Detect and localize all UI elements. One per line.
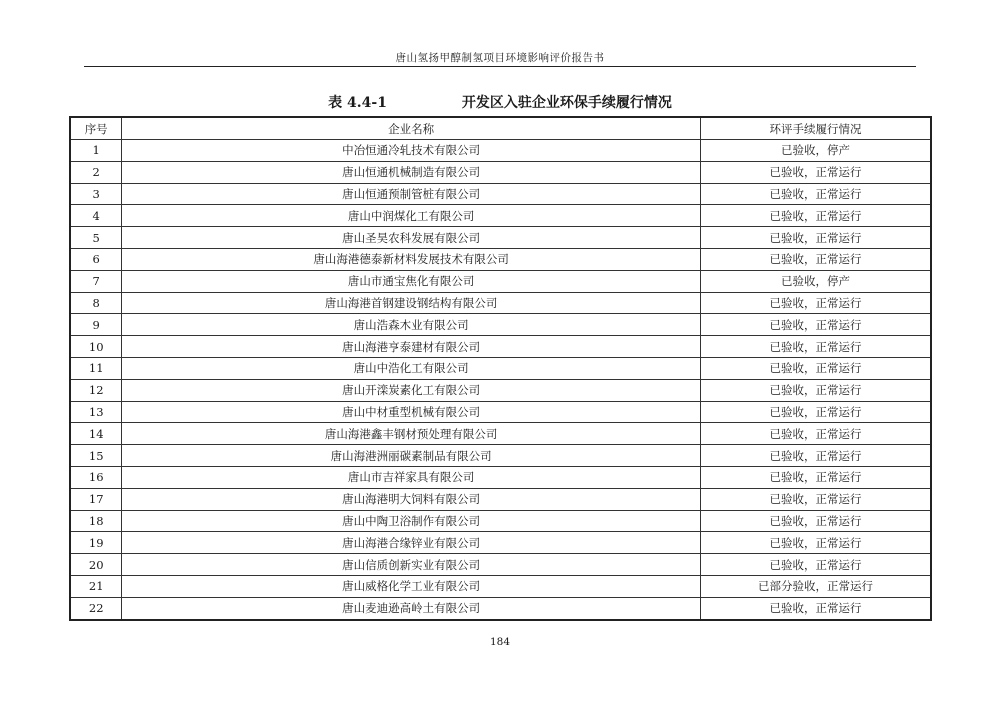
table-caption xyxy=(0,92,1000,112)
row-index-cell: 15 xyxy=(70,445,122,467)
company-name-cell: 唐山中浩化工有限公司 xyxy=(122,357,701,379)
table-row xyxy=(70,336,931,358)
company-name-cell: 唐山海港首钢建设钢结构有限公司 xyxy=(122,292,701,314)
status-cell: 已验收，正常运行 xyxy=(700,532,931,554)
table-row xyxy=(70,445,931,467)
row-index-cell: 18 xyxy=(70,510,122,532)
table-row xyxy=(70,183,931,205)
status-cell: 已验收，正常运行 xyxy=(700,488,931,510)
header-rule xyxy=(84,66,916,67)
table-row xyxy=(70,357,931,379)
company-name-cell: 唐山中材重型机械有限公司 xyxy=(122,401,701,423)
table-row xyxy=(70,532,931,554)
status-cell: 已验收，正常运行 xyxy=(700,248,931,270)
row-index-cell: 16 xyxy=(70,466,122,488)
status-cell: 已验收，正常运行 xyxy=(700,357,931,379)
table-row xyxy=(70,423,931,445)
row-index-cell: 7 xyxy=(70,270,122,292)
company-name-cell: 唐山麦迪逊高岭土有限公司 xyxy=(122,597,701,619)
row-index-cell: 5 xyxy=(70,227,122,249)
status-cell: 已验收，停产 xyxy=(700,140,931,162)
column-header-index: 序号 xyxy=(70,117,122,140)
table-row xyxy=(70,575,931,597)
table-row xyxy=(70,140,931,162)
table-row xyxy=(70,466,931,488)
company-name-cell: 唐山海港明大饲料有限公司 xyxy=(122,488,701,510)
status-cell: 已验收，正常运行 xyxy=(700,554,931,576)
page-number: 184 xyxy=(489,636,511,648)
table-body xyxy=(70,140,931,620)
table-title: 开发区入驻企业环保手续履行情况 xyxy=(461,95,672,111)
company-name-cell: 唐山海港洲丽碳素制品有限公司 xyxy=(122,445,701,467)
table-row xyxy=(70,314,931,336)
company-name-cell: 唐山信质创新实业有限公司 xyxy=(122,554,701,576)
row-index-cell: 6 xyxy=(70,248,122,270)
status-cell: 已验收，正常运行 xyxy=(700,183,931,205)
company-name-cell: 唐山恒通机械制造有限公司 xyxy=(122,161,701,183)
row-index-cell: 22 xyxy=(70,597,122,619)
row-index-cell: 8 xyxy=(70,292,122,314)
company-name-cell: 唐山中陶卫浴制作有限公司 xyxy=(122,510,701,532)
company-name-cell: 唐山开滦炭素化工有限公司 xyxy=(122,379,701,401)
status-cell: 已验收，正常运行 xyxy=(700,292,931,314)
company-name-cell: 唐山圣昊农科发展有限公司 xyxy=(122,227,701,249)
status-cell: 已验收，正常运行 xyxy=(700,510,931,532)
status-cell: 已验收，正常运行 xyxy=(700,423,931,445)
row-index-cell: 10 xyxy=(70,336,122,358)
company-name-cell: 唐山海港德泰新材料发展技术有限公司 xyxy=(122,248,701,270)
row-index-cell: 1 xyxy=(70,140,122,162)
table-row xyxy=(70,597,931,619)
row-index-cell: 11 xyxy=(70,357,122,379)
status-cell: 已验收，停产 xyxy=(700,270,931,292)
row-index-cell: 3 xyxy=(70,183,122,205)
column-header-status: 环评手续履行情况 xyxy=(700,117,931,140)
row-index-cell: 13 xyxy=(70,401,122,423)
row-index-cell: 4 xyxy=(70,205,122,227)
company-name-cell: 唐山海港鑫丰钢材预处理有限公司 xyxy=(122,423,701,445)
company-name-cell: 唐山浩森木业有限公司 xyxy=(122,314,701,336)
status-cell: 已验收，正常运行 xyxy=(700,227,931,249)
status-cell: 已部分验收，正常运行 xyxy=(700,575,931,597)
company-name-cell: 唐山恒通预制管桩有限公司 xyxy=(122,183,701,205)
status-cell: 已验收，正常运行 xyxy=(700,379,931,401)
company-name-cell: 中冶恒通冷轧技术有限公司 xyxy=(122,140,701,162)
table-row xyxy=(70,270,931,292)
row-index-cell: 21 xyxy=(70,575,122,597)
row-index-cell: 12 xyxy=(70,379,122,401)
table-header-row xyxy=(70,117,931,140)
row-index-cell: 20 xyxy=(70,554,122,576)
table-number: 表 4.4-1 xyxy=(328,95,387,111)
company-name-cell: 唐山市通宝焦化有限公司 xyxy=(122,270,701,292)
company-name-cell: 唐山海港亨泰建材有限公司 xyxy=(122,336,701,358)
status-cell: 已验收，正常运行 xyxy=(700,466,931,488)
status-cell: 已验收，正常运行 xyxy=(700,597,931,619)
table-row xyxy=(70,161,931,183)
row-index-cell: 17 xyxy=(70,488,122,510)
status-cell: 已验收，正常运行 xyxy=(700,336,931,358)
table-row xyxy=(70,488,931,510)
table-row xyxy=(70,401,931,423)
table-row xyxy=(70,205,931,227)
status-cell: 已验收，正常运行 xyxy=(700,401,931,423)
table-row xyxy=(70,227,931,249)
running-header: 唐山氢扬甲醇制氢项目环境影响评价报告书 xyxy=(395,52,605,64)
row-index-cell: 19 xyxy=(70,532,122,554)
company-name-cell: 唐山市吉祥家具有限公司 xyxy=(122,466,701,488)
row-index-cell: 9 xyxy=(70,314,122,336)
status-cell: 已验收，正常运行 xyxy=(700,205,931,227)
status-cell: 已验收，正常运行 xyxy=(700,445,931,467)
row-index-cell: 2 xyxy=(70,161,122,183)
status-cell: 已验收，正常运行 xyxy=(700,161,931,183)
enterprise-table xyxy=(69,116,932,621)
row-index-cell: 14 xyxy=(70,423,122,445)
table-row xyxy=(70,554,931,576)
company-name-cell: 唐山海港合缘锌业有限公司 xyxy=(122,532,701,554)
table-row xyxy=(70,510,931,532)
company-name-cell: 唐山威格化学工业有限公司 xyxy=(122,575,701,597)
table-row xyxy=(70,379,931,401)
company-name-cell: 唐山中润煤化工有限公司 xyxy=(122,205,701,227)
status-cell: 已验收，正常运行 xyxy=(700,314,931,336)
table-row xyxy=(70,292,931,314)
column-header-company: 企业名称 xyxy=(122,117,701,140)
table-row xyxy=(70,248,931,270)
